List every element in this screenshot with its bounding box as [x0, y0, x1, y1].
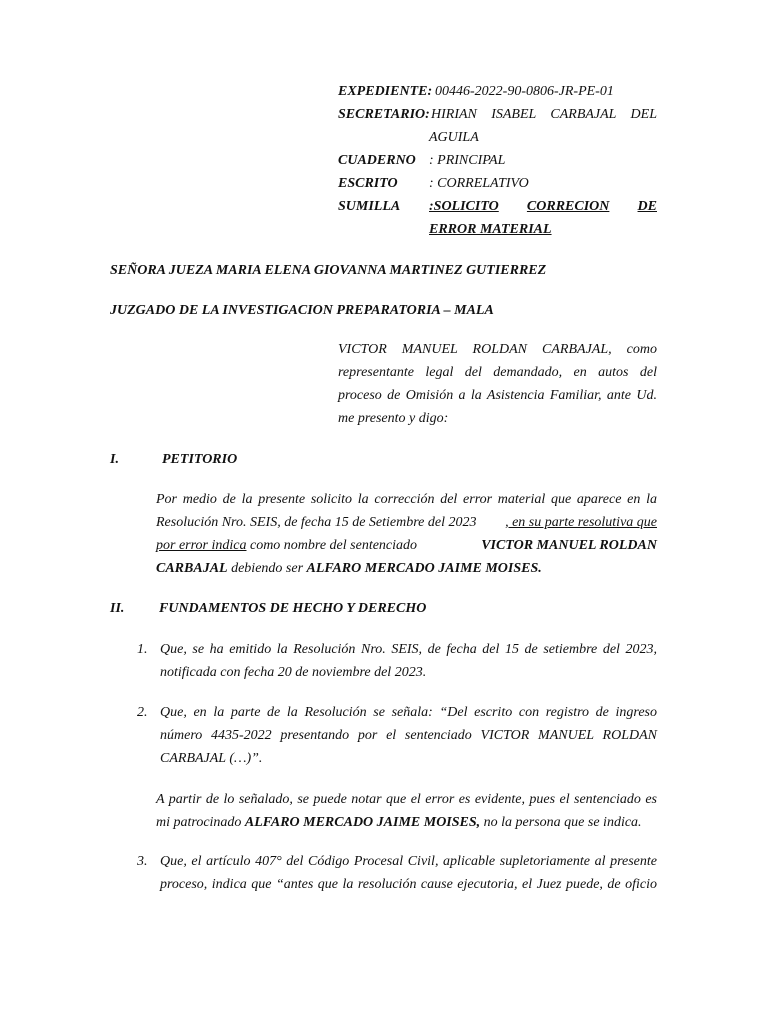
item-3-number: 3. — [137, 854, 148, 869]
petitorio-line-2a: Resolución Nro. SEIS, de fecha 15 de Setiembre del 2023 — [156, 515, 477, 530]
item-3-line-1: Que, el artículo 407° del Código Procesal Civil, aplicable supletoriamente al presente — [160, 854, 657, 869]
sumilla-word-2: CORRECION — [526, 199, 610, 214]
intro-line-2: representante legal del demandado, en autos del — [338, 365, 657, 380]
sumilla-value-line1 — [429, 199, 657, 215]
item-1-number: 1. — [137, 642, 148, 657]
petitorio-line-2b: , en su parte resolutiva que — [505, 515, 657, 530]
petitorio-line-4a: CARBAJAL — [156, 561, 228, 576]
note-line-2a: mi patrocinado — [156, 815, 245, 830]
note-line-2c: no la persona que se indica. — [480, 815, 642, 830]
secretario-value-line2: AGUILA — [429, 130, 479, 145]
sumilla-value-line2: ERROR MATERIAL — [429, 222, 552, 237]
item-2-line-2: número 4435-2022 presentando por el sentenciado VICTOR MANUEL ROLDAN — [160, 728, 657, 743]
item-2-number: 2. — [137, 705, 148, 720]
section-2-number: II. — [110, 601, 125, 616]
expediente-value: 00446-2022-90-0806-JR-PE-01 — [435, 84, 614, 99]
intro-line-4: me presento y digo: — [338, 411, 449, 426]
item-1-line-2: notificada con fecha 20 de noviembre del 2023. — [160, 665, 427, 680]
secretario-label: SECRETARIO: — [338, 107, 430, 122]
petitorio-line-4b: debiendo ser — [227, 561, 307, 576]
item-2-line-3: CARBAJAL (…)”. — [160, 751, 263, 766]
item-1-line-1: Que, se ha emitido la Resolución Nro. SEIS, de fecha del 15 de setiembre del 2023, — [160, 642, 657, 657]
intro-line-1: VICTOR MANUEL ROLDAN CARBAJAL, como — [338, 342, 657, 357]
item-3-line-2: proceso, indica que “antes que la resolución cause ejecutoria, el Juez puede, de oficio — [160, 877, 657, 892]
petitorio-line-1: Por medio de la presente solicito la corrección del error material que aparece en la — [156, 492, 657, 507]
petitorio-line-3c: VICTOR MANUEL ROLDAN — [481, 538, 657, 553]
cuaderno-label: CUADERNO — [338, 153, 416, 168]
petitorio-line-4c: ALFARO MERCADO JAIME MOISES. — [306, 561, 542, 576]
note-line-2 — [156, 815, 642, 831]
petitorio-line-3a: por error indica — [156, 538, 247, 553]
sumilla-label: SUMILLA — [338, 199, 401, 214]
intro-line-3: proceso de Omisión a la Asistencia Familiar, ante Ud. — [338, 388, 657, 403]
item-2-line-1: Que, en la parte de la Resolución se señala: “Del escrito con registro de ingreso — [160, 705, 657, 720]
sumilla-word-3: DE — [637, 199, 657, 214]
petitorio-line-4 — [156, 561, 542, 577]
addressee-court: JUZGADO DE LA INVESTIGACION PREPARATORIA – MALA — [110, 303, 494, 318]
addressee-judge: SEÑORA JUEZA MARIA ELENA GIOVANNA MARTINEZ GUTIERREZ — [110, 263, 547, 278]
expediente-label: EXPEDIENTE: — [338, 84, 433, 99]
note-line-2b: ALFARO MERCADO JAIME MOISES, — [244, 815, 481, 830]
section-1-title: PETITORIO — [162, 452, 238, 467]
petitorio-line-2 — [156, 515, 657, 531]
escrito-value: : CORRELATIVO — [429, 176, 529, 191]
section-1-number: I. — [110, 452, 119, 467]
petitorio-line-3b: como nombre del sentenciado — [246, 538, 421, 553]
note-line-1: A partir de lo señalado, se puede notar que el error es evidente, pues el sentenciado es — [156, 792, 657, 807]
escrito-label: ESCRITO — [338, 176, 398, 191]
cuaderno-value: : PRINCIPAL — [429, 153, 506, 168]
sumilla-word-1: :SOLICITO — [429, 199, 499, 214]
secretario-value-line1: HIRIAN ISABEL CARBAJAL DEL — [431, 107, 657, 122]
section-2-title: FUNDAMENTOS DE HECHO Y DERECHO — [159, 601, 427, 616]
petitorio-line-3 — [156, 538, 657, 554]
